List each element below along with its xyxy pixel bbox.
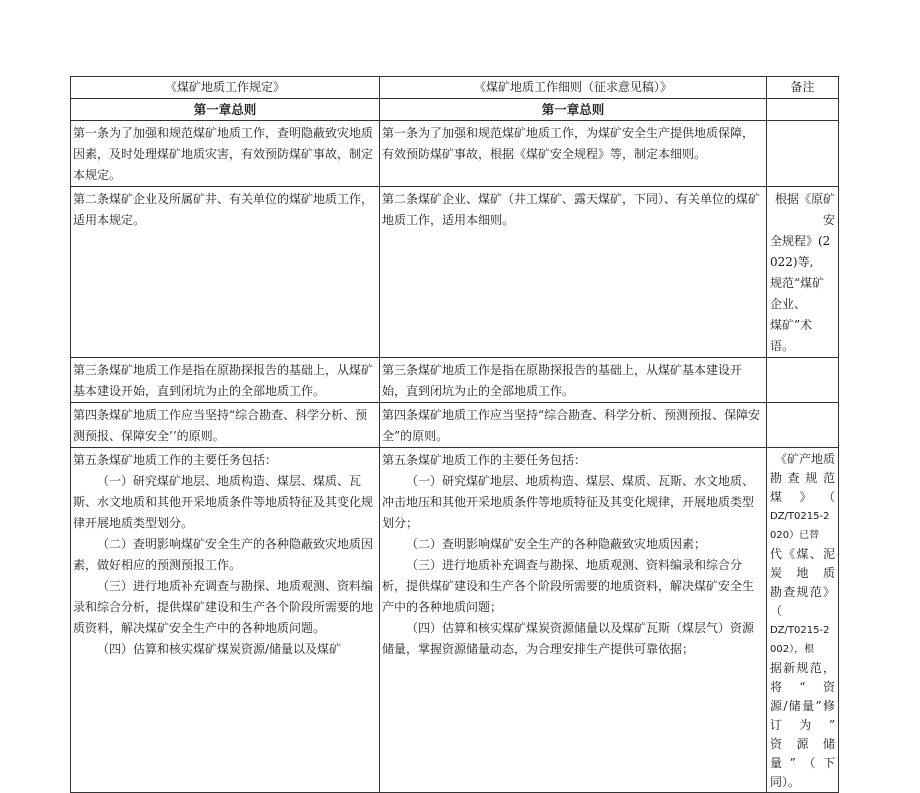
table-row xyxy=(71,448,839,793)
article-5-new xyxy=(380,448,767,793)
note-line: 同）。 xyxy=(770,775,801,789)
table-row xyxy=(71,121,839,187)
table-row xyxy=(71,187,839,358)
article-5-note xyxy=(767,448,839,793)
header-old-regulation: 《煤矿地质工作规定》 xyxy=(71,77,380,99)
chapter-title-old: 第一章总则 xyxy=(71,99,380,121)
article-5-old-item-4: （四）估算和核实煤矿煤炭资源/储量以及煤矿 xyxy=(97,642,342,656)
article-1-note xyxy=(767,121,839,187)
article-1-new: 第一条为了加强和规范煤矿地质工作，为煤矿安全生产提供地质保障，有效预防煤矿事故，根据《煤矿安全规程》等，制定本细则。 xyxy=(380,121,767,187)
article-4-old: 第四条煤矿地质工作应当坚持“综合勘查、科学分析、预测预报、保障安全’’的原则。 xyxy=(71,403,380,448)
header-remarks: 备注 xyxy=(767,77,839,99)
article-3-note xyxy=(767,358,839,403)
article-5-old-item-3: （三）进行地质补充调查与勘探、地质观测、资料编录和综合分析，提供煤矿建设和生产各个阶段所需要的地质资料，解决煤矿安全生产中的各种地质问题。 xyxy=(73,579,374,635)
article-5-old-intro: 第五条煤矿地质工作的主要任务包括： xyxy=(73,453,278,467)
note-line: 《矿产地质 xyxy=(774,452,835,466)
note-line: 煤矿”术语。 xyxy=(770,318,813,353)
chapter-row xyxy=(71,99,839,121)
article-5-old-item-2: （二）查明影响煤矿安全生产的各种隐蔽致灾地质因素，做好相应的预测预报工作。 xyxy=(73,537,374,572)
article-4-note xyxy=(767,403,839,448)
table-row xyxy=(71,403,839,448)
article-5-new-intro: 第五条煤矿地质工作的主要任务包括： xyxy=(382,453,587,467)
header-row xyxy=(71,77,839,99)
article-3-new: 第三条煤矿地质工作是指在原勘探报告的基础上，从煤矿基本建设开始，直到闭坑为止的全部地质工作。 xyxy=(380,358,767,403)
article-2-new: 第二条煤矿企业、煤矿（井工煤矿、露天煤矿，下同）、有关单位的煤矿地质工作，适用本细则。 xyxy=(380,187,767,358)
note-line: 据新规范，将“资 xyxy=(770,661,835,694)
note-line: 源/储量”修订为” xyxy=(770,699,835,732)
article-5-new-item-4: （四）估算和核实煤矿煤炭资源储量以及煤矿瓦斯（煤层气）资源储量，掌握资源储量动态，为合理安排生产提供可靠依据； xyxy=(382,621,755,656)
note-line: 资源储量”（下 xyxy=(770,737,835,770)
note-line: 根据《原矿安 xyxy=(774,192,835,227)
comparison-table xyxy=(70,76,839,793)
note-line: 勘查规范》（ xyxy=(770,585,835,618)
note-line: 规范“煤矿企业、 xyxy=(770,276,825,311)
article-2-old: 第二条煤矿企业及所属矿井、有关单位的煤矿地质工作，适用本规定。 xyxy=(71,187,380,358)
table-row xyxy=(71,358,839,403)
article-5-old xyxy=(71,448,380,793)
article-5-new-item-1: （一）研究煤矿地层、地质构造、煤层、煤质、瓦斯、水文地质、冲击地压和其他开采地质条件等地质特征及其变化规律，开展地质类型划分； xyxy=(382,474,755,530)
article-1-old: 第一条为了加强和规范煤矿地质工作，查明隐蔽致灾地质因素，及时处理煤矿地质灾害，有效预防煤矿事故，制定本规定。 xyxy=(71,121,380,187)
header-new-rules: 《煤矿地质工作细则（征求意见稿）》 xyxy=(380,77,767,99)
chapter-title-new: 第一章总则 xyxy=(380,99,767,121)
article-3-old: 第三条煤矿地质工作是指在原勘探报告的基础上，从煤矿基本建设开始，直到闭坑为止的全部地质工作。 xyxy=(71,358,380,403)
article-2-note xyxy=(767,187,839,358)
note-line: 勘查规范煤》（ xyxy=(770,471,835,504)
chapter-note xyxy=(767,99,839,121)
note-line: DZ/T0215-2002），根 xyxy=(770,625,830,655)
article-5-new-item-3: （三）进行地质补充调查与勘探、地质观测、资料编录和综合分析，提供煤矿建设和生产各个阶段所需要的地质资料，解决煤矿安全生产中的各种地质问题； xyxy=(382,558,755,614)
note-line: 全规程》(2022)等, xyxy=(770,234,831,269)
note-line: 代《煤、泥炭地质 xyxy=(770,547,835,580)
article-5-new-item-2: （二）查明影响煤矿安全生产的各种隐蔽致灾地质因素； xyxy=(406,537,707,551)
article-5-old-item-1: （一）研究煤矿地层、地质构造、煤层、煤质、瓦斯、水文地质和其他开采地质条件等地质特征及其变化规律开展地质类型划分。 xyxy=(73,474,374,530)
article-4-new: 第四条煤矿地质工作应当坚持“综合勘查、科学分析、预测预报、保障安全”的原则。 xyxy=(380,403,767,448)
note-line: DZ/T0215-2020）已替 xyxy=(770,511,830,541)
